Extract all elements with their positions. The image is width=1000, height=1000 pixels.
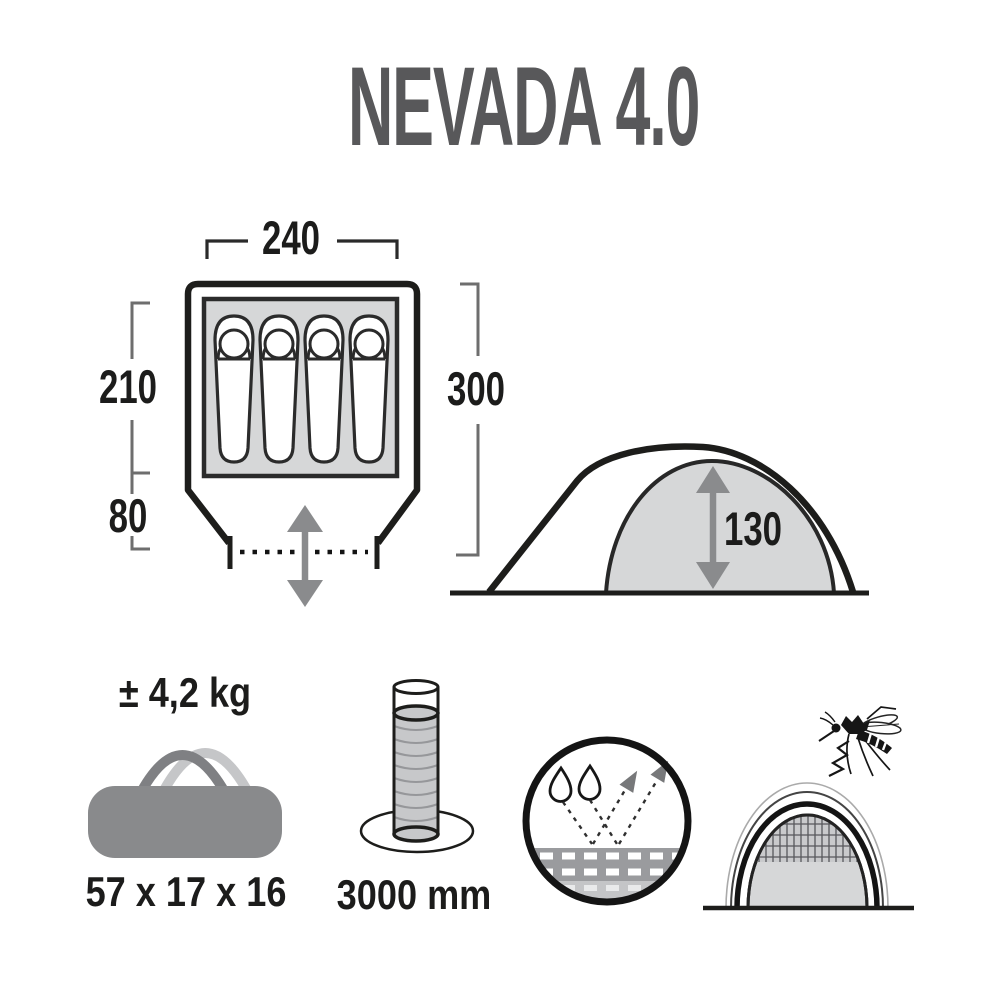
- product-title: NEVADA 4.0: [348, 44, 700, 169]
- weight-label: ± 4,2 kg: [118, 669, 252, 716]
- packed-size-label: 57 x 17 x 16: [85, 868, 287, 915]
- repel-zigzag: [829, 741, 849, 776]
- water-column-label: 3000 mm: [336, 871, 492, 918]
- sleeping-bag-2: [260, 316, 298, 462]
- tent-sideview-diagram: [440, 425, 880, 605]
- water-column-icon: [340, 660, 490, 865]
- carry-bag-icon: [70, 710, 310, 870]
- tent-floorplan-diagram: [95, 211, 495, 615]
- sideview-height-label: 130: [723, 502, 783, 555]
- bag-body: [88, 786, 282, 858]
- floorplan-inner-length-label: 210: [98, 360, 158, 413]
- door-direction-arrow: [287, 505, 323, 607]
- water-drops: [550, 766, 600, 802]
- water-top: [394, 706, 438, 720]
- sleeping-bag-3: [305, 316, 343, 462]
- floorplan-porch-label: 80: [108, 489, 148, 542]
- mosquito: [819, 707, 901, 776]
- sleeping-bag-1: [215, 316, 253, 462]
- floorplan-total-length-label: 300: [446, 362, 506, 415]
- floorplan-width-label: 240: [261, 211, 321, 264]
- sleeping-bag-4: [350, 316, 388, 462]
- water-repellent-fabric-icon: [513, 726, 705, 918]
- bounce-arrows: [563, 757, 675, 844]
- cylinder-top: [394, 681, 438, 694]
- mosquito-net-icon: [693, 693, 923, 918]
